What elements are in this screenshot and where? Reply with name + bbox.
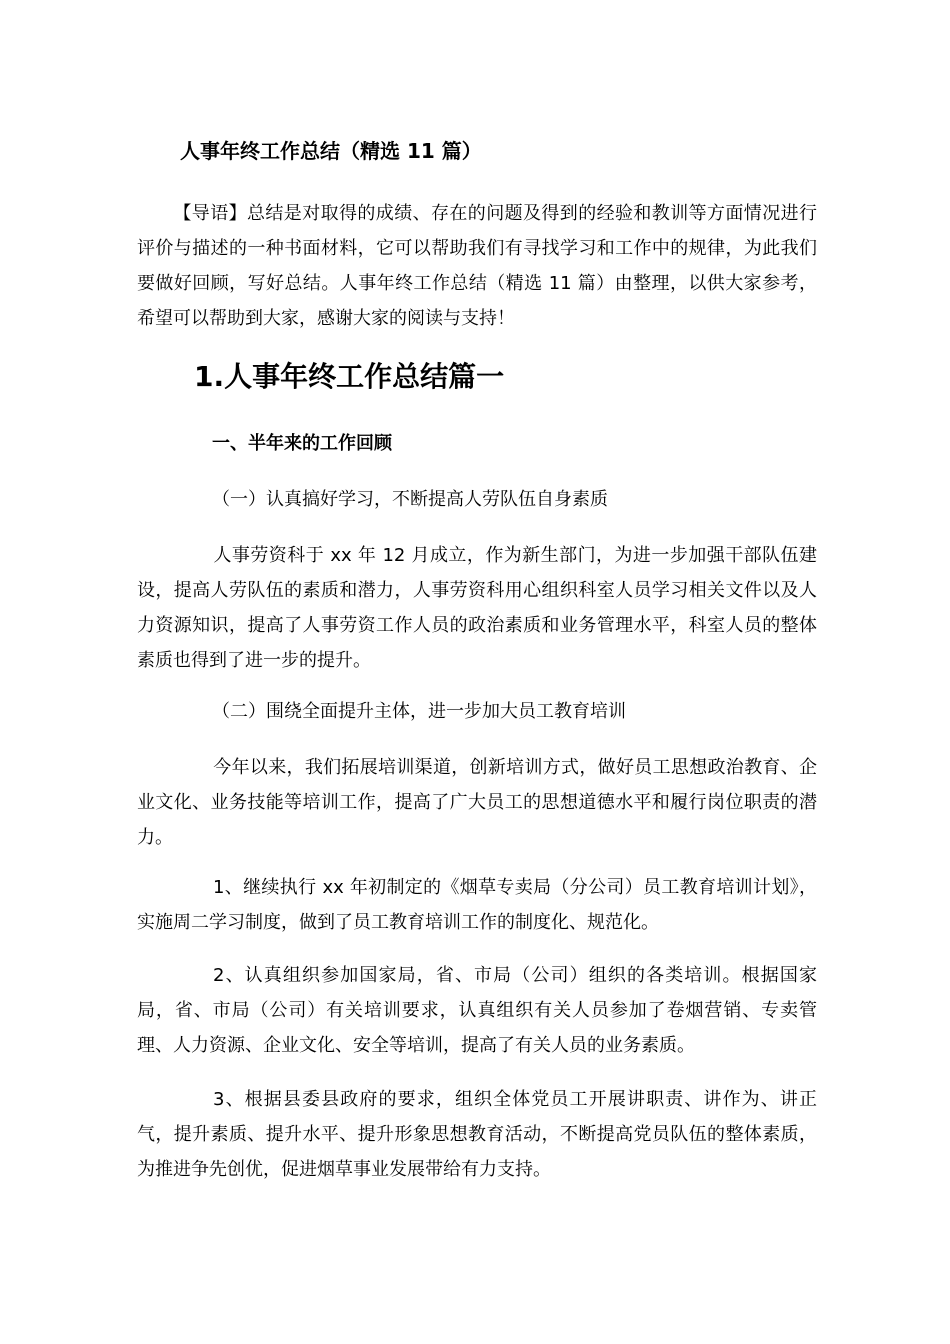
list-item xyxy=(137,958,817,1063)
section-heading: 一、半年来的工作回顾 xyxy=(212,433,392,454)
list-item-text: 3、根据县委县政府的要求，组织全体党员工开展讲职责、讲作为、讲正气，提升素质、提升水平、提升形象思想教育活动，不断提高党员队伍的整体素质，为推进争先创优，促进烟草事业发展带给有力支持。 xyxy=(137,1089,817,1180)
list-item-text: 1、继续执行 xx 年初制定的《烟草专卖局（分公司）员工教育培训计划》，实施周二学习制度，做到了员工教育培训工作的制度化、规范化。 xyxy=(137,877,817,933)
list-item xyxy=(137,870,817,940)
chapter-heading: 1.人事年终工作总结篇一 xyxy=(194,360,505,393)
paragraph-text: 今年以来，我们拓展培训渠道，创新培训方式，做好员工思想政治教育、企业文化、业务技能等培训工作，提高了广大员工的思想道德水平和履行岗位职责的潜力。 xyxy=(137,757,817,848)
body-paragraph xyxy=(137,538,817,678)
paragraph-text: 人事劳资科于 xx 年 12 月成立，作为新生部门，为进一步加强干部队伍建设，提高人劳队伍的素质和潜力，人事劳资科用心组织科室人员学习相关文件以及人力资源知识，提高了人事劳资工作人员的政治素质和业务管理水平，科室人员的整体素质也得到了进一步的提升。 xyxy=(137,545,817,671)
subheading-study: （一）认真搞好学习，不断提高人劳队伍自身素质 xyxy=(212,489,608,510)
list-item xyxy=(137,1082,817,1187)
subheading-training: （二）围绕全面提升主体，进一步加大员工教育培训 xyxy=(212,701,626,722)
intro-text: 【导语】总结是对取得的成绩、存在的问题及得到的经验和教训等方面情况进行评价与描述的一种书面材料，它可以帮助我们有寻找学习和工作中的规律，为此我们要做好回顾，写好总结。人事年终工作总结（精选 11 篇）由整理，以供大家参考，希望可以帮助到大家，感谢大家的阅读与支持！ xyxy=(137,203,817,329)
list-item-text: 2、认真组织参加国家局，省、市局（公司）组织的各类培训。根据国家局，省、市局（公司）有关培训要求，认真组织有关人员参加了卷烟营销、专卖管理、人力资源、企业文化、安全等培训，提高了有关人员的业务素质。 xyxy=(137,965,817,1056)
document-title: 人事年终工作总结（精选 11 篇） xyxy=(180,139,482,163)
body-paragraph xyxy=(137,750,817,855)
intro-paragraph xyxy=(137,196,817,336)
